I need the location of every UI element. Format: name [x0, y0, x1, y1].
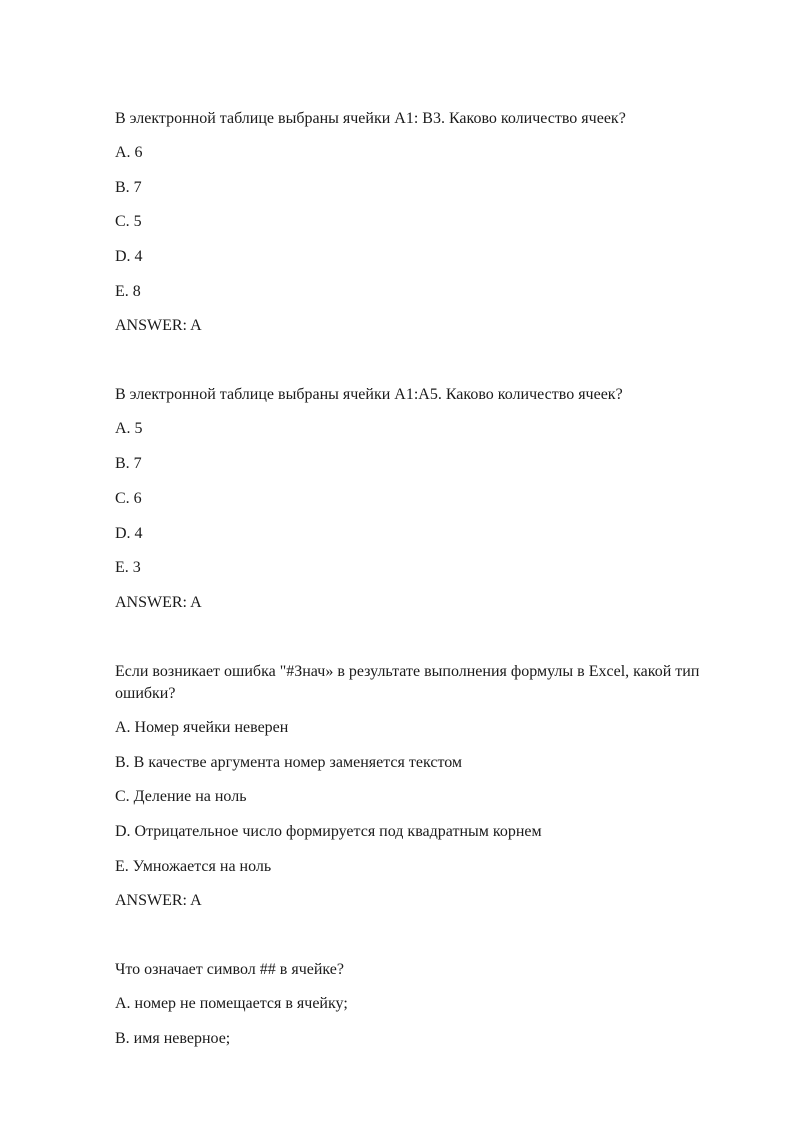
option-d: D. 4 [115, 248, 143, 266]
question-text: Что означает символ ## в ячейке? [115, 961, 344, 979]
option-a: A. Номер ячейки неверен [115, 718, 289, 736]
option-b: B. имя неверное; [115, 1030, 231, 1047]
answer-line: ANSWER: A [115, 892, 202, 910]
spacer [115, 614, 715, 661]
option-e: E. 3 [115, 559, 141, 577]
option-c: C. 5 [115, 213, 142, 231]
spacer [115, 912, 715, 959]
option-c: C. Деление на ноль [115, 788, 247, 806]
option-d: D. Отрицательное число формируется под квадратным корнем [115, 822, 542, 840]
option-e: E. 8 [115, 282, 141, 300]
question-1 [115, 108, 715, 337]
question-4 [115, 959, 715, 1050]
question-text: Если возникает ошибка "#Знач» в результате выполнения формулы в Excel, какой тип ошибки? [115, 662, 700, 702]
answer-line: ANSWER: A [115, 317, 202, 335]
question-3 [115, 661, 715, 912]
spacer [115, 337, 715, 384]
option-a: A. номер не помещается в ячейку; [115, 995, 348, 1013]
option-a: A. 5 [115, 420, 143, 438]
option-b: B. 7 [115, 178, 142, 196]
question-text: В электронной таблице выбраны ячейки A1:A5. Каково количество ячеек? [115, 386, 623, 404]
option-a: A. 6 [115, 144, 143, 161]
question-text: В электронной таблице выбраны ячейки A1: B3. Каково количество ячеек? [115, 110, 626, 127]
option-b: B. 7 [115, 455, 142, 473]
answer-line: ANSWER: A [115, 593, 202, 611]
option-c: C. 6 [115, 489, 142, 507]
question-2 [115, 384, 715, 613]
option-e: E. Умножается на ноль [115, 857, 272, 875]
option-d: D. 4 [115, 524, 143, 542]
option-b: B. В качестве аргумента номер заменяется текстом [115, 753, 463, 771]
document-content [115, 108, 715, 1063]
